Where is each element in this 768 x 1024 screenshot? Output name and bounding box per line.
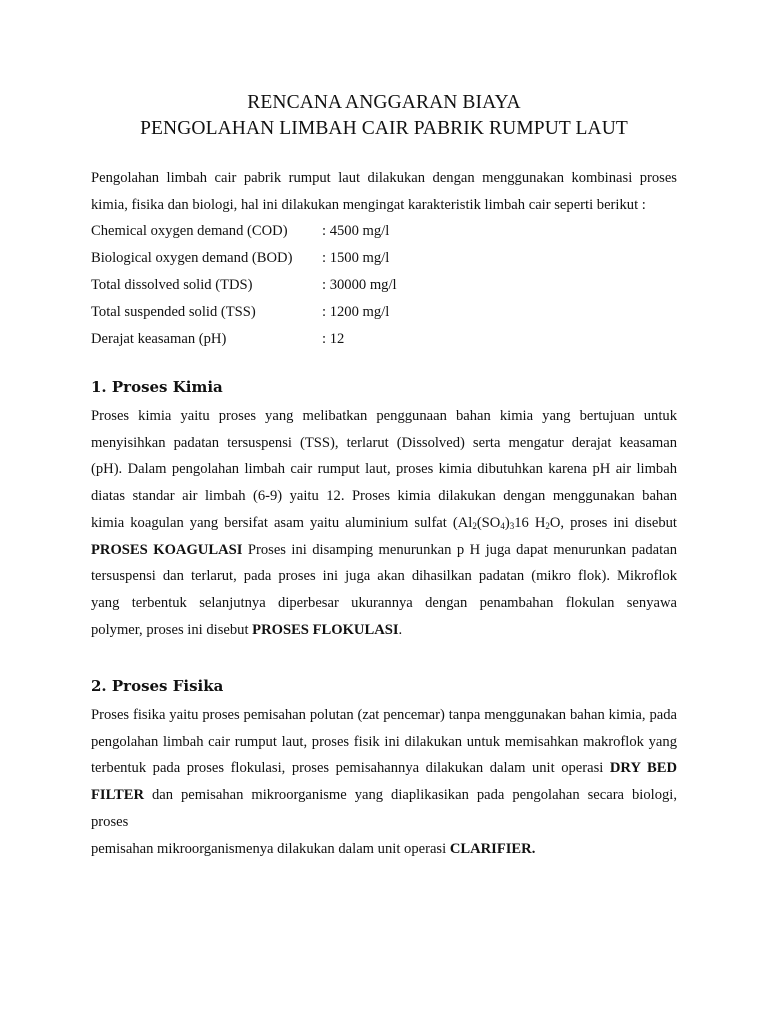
characteristics-list	[91, 218, 591, 353]
characteristic-label: Total suspended solid (TSS)	[91, 304, 256, 320]
proses-kimia-paragraph	[91, 403, 677, 643]
characteristic-value: : 4500 mg/l	[322, 223, 390, 239]
characteristic-value: : 12	[322, 331, 345, 347]
characteristic-row-bod	[91, 245, 591, 272]
text-fragment: terbentuk pada proses flokulasi, proses pemisahannya dilakukan dalam unit operasi	[91, 760, 610, 777]
paragraph-line	[91, 755, 677, 782]
paragraph-line	[91, 537, 677, 564]
text-fragment: dan pemisahan mikroorganisme yang diaplikasikan pada pengolahan secara biologi, proses	[91, 787, 677, 830]
paragraph-line-formula	[91, 510, 677, 537]
characteristic-row-tds	[91, 272, 591, 299]
characteristic-label: Biological oxygen demand (BOD)	[91, 250, 293, 266]
text-fragment: pemisahan mikroorganismenya dilakukan dalam unit operasi	[91, 840, 450, 857]
characteristic-row-cod	[91, 218, 591, 245]
paragraph-line	[91, 617, 677, 644]
paragraph-line: diatas standar air limbah (6-9) yaitu 12. Proses kimia dilakukan dengan menggunakan bahan	[91, 488, 677, 505]
paragraph-line: (pH). Dalam pengolahan limbah cair rumput laut, proses kimia dibutuhkan karena pH air limbah	[91, 461, 677, 478]
subscript: 4	[500, 520, 505, 531]
characteristic-value: : 1200 mg/l	[322, 304, 390, 320]
characteristic-value: : 1500 mg/l	[322, 250, 390, 266]
section-heading-proses-fisika: 2. Proses Fisika	[91, 677, 224, 695]
subscript: 2	[545, 520, 550, 531]
characteristic-label: Chemical oxygen demand (COD)	[91, 223, 288, 239]
text-fragment: .	[398, 621, 403, 638]
text-fragment: (SO	[476, 514, 501, 531]
text-fragment: kimia koagulan yang bersifat asam yaitu aluminium sulfat (Al	[91, 514, 473, 531]
proses-fisika-paragraph	[91, 702, 677, 862]
paragraph-line: menyisihkan padatan tersuspensi (TSS), terlarut (Dissolved) serta mengatur derajat keasaman	[91, 434, 677, 451]
paragraph-line: pengolahan limbah cair rumput laut, proses fisik ini dilakukan untuk memisahkan makroflok yang	[91, 733, 677, 750]
bold-term-proses-koagulasi: PROSES KOAGULASI	[91, 541, 243, 558]
intro-paragraph	[91, 165, 677, 218]
subscript: 3	[509, 520, 515, 531]
characteristic-label: Total dissolved solid (TDS)	[91, 277, 253, 293]
characteristic-row-tss	[91, 299, 591, 326]
characteristic-value: : 30000 mg/l	[322, 277, 397, 293]
bold-term-clarifier: CLARIFIER.	[449, 840, 536, 857]
document-title-line-1: RENCANA ANGGARAN BIAYA	[247, 92, 521, 113]
text-fragment: O, proses ini disebut	[549, 514, 677, 531]
text-fragment: 16 H	[514, 514, 546, 531]
paragraph-line	[91, 782, 677, 835]
section-heading-proses-kimia: 1. Proses Kimia	[91, 378, 223, 396]
paragraph-line: Proses fisika yaitu proses pemisahan polutan (zat pencemar) tanpa menggunakan bahan kimia, pada	[91, 707, 677, 723]
bold-term-filter: FILTER	[91, 787, 144, 804]
characteristic-label: Derajat keasaman (pH)	[91, 331, 227, 347]
subscript: 2	[472, 520, 477, 531]
paragraph-line: Proses kimia yaitu proses yang melibatkan penggunaan bahan kimia yang bertujuan untuk	[91, 408, 677, 424]
paragraph-line: tersuspensi dan terlarut, pada proses ini juga akan dihasilkan padatan (mikro flok). Mikroflok	[91, 568, 677, 585]
bold-term-proses-flokulasi: PROSES FLOKULASI	[252, 621, 399, 638]
paragraph-line	[91, 836, 677, 863]
intro-line: kimia, fisika dan biologi, hal ini dilakukan mengingat karakteristik limbah cair seperti berikut :	[91, 196, 646, 213]
paragraph-line: yang terbentuk selanjutnya diperbesar ukurannya dengan penambahan flokulan senyawa	[91, 594, 677, 611]
document-title-line-2: PENGOLAHAN LIMBAH CAIR PABRIK RUMPUT LAUT	[140, 118, 628, 139]
bold-term-dry-bed: DRY BED	[609, 760, 677, 777]
intro-line: Pengolahan limbah cair pabrik rumput laut dilakukan dengan menggunakan kombinasi proses	[91, 170, 677, 186]
text-fragment: )	[504, 514, 510, 531]
characteristic-row-ph	[91, 326, 591, 353]
text-fragment: polymer, proses ini disebut	[91, 621, 253, 638]
text-fragment: Proses ini disamping menurunkan p H juga dapat menurunkan padatan	[242, 541, 677, 558]
